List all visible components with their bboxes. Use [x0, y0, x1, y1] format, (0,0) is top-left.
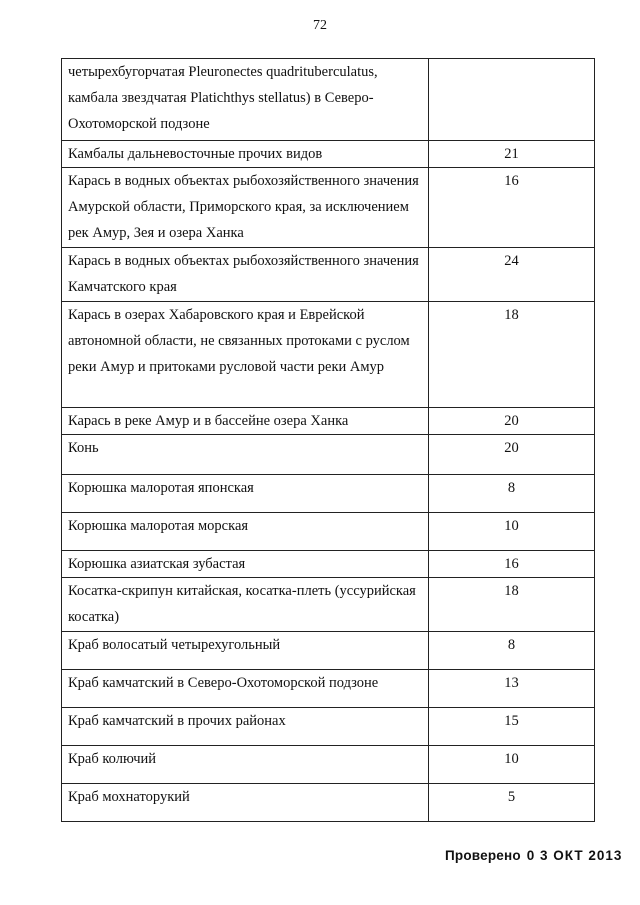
- row-value: 16: [429, 551, 595, 578]
- table-row: [62, 248, 595, 302]
- table-row: [62, 168, 595, 248]
- row-value: 20: [429, 408, 595, 435]
- row-value: 5: [429, 784, 595, 822]
- row-name: Краб колючий: [62, 746, 429, 784]
- table-row: [62, 302, 595, 408]
- row-name: четырехбугорчатая Pleuronectes quadrituberculatus, камбала звездчатая Platichthys stellatus) в Северо-Охотоморской подзоне: [62, 59, 429, 141]
- data-table: [61, 58, 595, 822]
- row-name: Карась в озерах Хабаровского края и Еврейской автономной области, не связанных протоками с руслом реки Амур и притоками русловой части реки Амур: [62, 302, 429, 408]
- row-value: 24: [429, 248, 595, 302]
- row-value: 18: [429, 578, 595, 632]
- table-row: [62, 746, 595, 784]
- table-row: [62, 408, 595, 435]
- verification-label: Проверено: [445, 848, 521, 863]
- table-row: [62, 670, 595, 708]
- verification-date: 0 3 ОКТ 2013: [526, 848, 623, 863]
- row-value: 20: [429, 435, 595, 475]
- row-name: Косатка-скрипун китайская, косатка-плеть (уссурийская косатка): [62, 578, 429, 632]
- row-value: 18: [429, 302, 595, 408]
- table-row: [62, 708, 595, 746]
- table-row: [62, 578, 595, 632]
- row-name: Карась в реке Амур и в бассейне озера Ханка: [62, 408, 429, 435]
- table-row: [62, 141, 595, 168]
- row-name: Карась в водных объектах рыбохозяйственного значения Камчатского края: [62, 248, 429, 302]
- row-name: Краб волосатый четырехугольный: [62, 632, 429, 670]
- row-value: 13: [429, 670, 595, 708]
- row-name: Конь: [62, 435, 429, 475]
- row-name: Корюшка азиатская зубастая: [62, 551, 429, 578]
- row-name: Камбалы дальневосточные прочих видов: [62, 141, 429, 168]
- table-row: [62, 475, 595, 513]
- row-value: 8: [429, 632, 595, 670]
- table-row: [62, 59, 595, 141]
- row-name: Краб камчатский в Северо-Охотоморской подзоне: [62, 670, 429, 708]
- table-row: [62, 784, 595, 822]
- row-name: Краб камчатский в прочих районах: [62, 708, 429, 746]
- row-value: 21: [429, 141, 595, 168]
- row-name: Корюшка малоротая морская: [62, 513, 429, 551]
- row-name: Карась в водных объектах рыбохозяйственного значения Амурской области, Приморского края, за исключением рек Амур, Зея и озера Ханка: [62, 168, 429, 248]
- row-name: Краб мохнаторукий: [62, 784, 429, 822]
- table-row: [62, 513, 595, 551]
- row-value: 8: [429, 475, 595, 513]
- row-value: 16: [429, 168, 595, 248]
- row-value: [429, 59, 595, 141]
- table-row: [62, 551, 595, 578]
- table-row: [62, 632, 595, 670]
- row-name: Корюшка малоротая японская: [62, 475, 429, 513]
- page-number: 72: [313, 18, 327, 33]
- verification-stamp: [445, 848, 622, 863]
- row-value: 10: [429, 746, 595, 784]
- row-value: 10: [429, 513, 595, 551]
- row-value: 15: [429, 708, 595, 746]
- table-row: [62, 435, 595, 475]
